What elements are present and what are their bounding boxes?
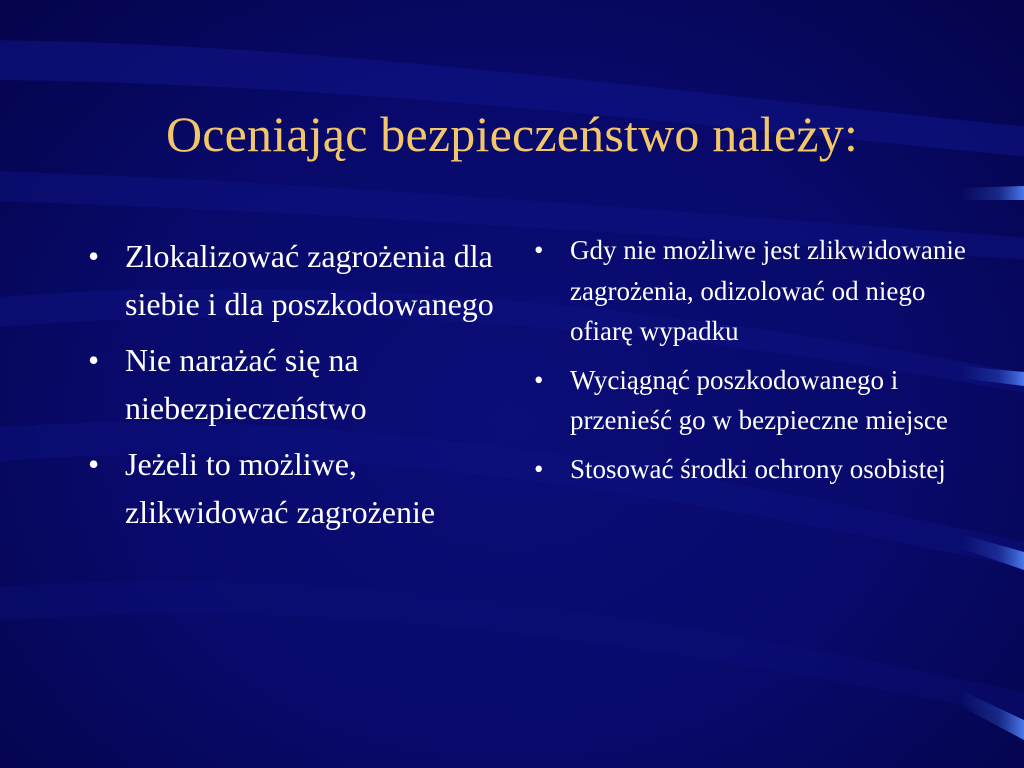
accent-stripe — [960, 186, 1024, 200]
background-band — [0, 581, 1024, 725]
bullet-item — [534, 449, 974, 490]
bullet-text: Wyciągnąć poszkodowanego i przenieść go w bezpieczne miejsce — [570, 364, 948, 435]
bullet-item — [88, 440, 508, 536]
bullet-item — [534, 230, 974, 352]
bullet-dot-icon: • — [534, 364, 544, 395]
bullet-dot-icon: • — [88, 446, 100, 482]
slide-title: Oceniając bezpieczeństwo należy: — [165, 106, 859, 162]
bullet-dot-icon: • — [88, 342, 100, 378]
left-bullet-list — [88, 232, 508, 536]
bullet-text: Gdy nie możliwe jest zlikwidowanie zagrożenia, odizolować od niego ofiarę wypadku — [570, 235, 966, 346]
right-bullet-column — [534, 230, 974, 497]
left-bullet-column — [88, 232, 508, 544]
right-bullet-list — [534, 230, 974, 489]
bullet-text: Zlokalizować zagrożenia dla siebie i dla poszkodowanego — [125, 238, 494, 322]
bullet-dot-icon: • — [88, 238, 100, 274]
bullet-text: Stosować środki ochrony osobistej — [570, 453, 946, 484]
bullet-dot-icon: • — [534, 235, 544, 265]
bullet-item — [88, 336, 508, 432]
bullet-item — [534, 360, 974, 441]
bullet-item — [88, 232, 508, 328]
bullet-dot-icon: • — [534, 453, 544, 484]
bullet-text: Nie narażać się na niebezpieczeństwo — [125, 342, 367, 426]
bullet-text: Jeżeli to możliwe, zlikwidować zagrożenie — [125, 446, 436, 530]
